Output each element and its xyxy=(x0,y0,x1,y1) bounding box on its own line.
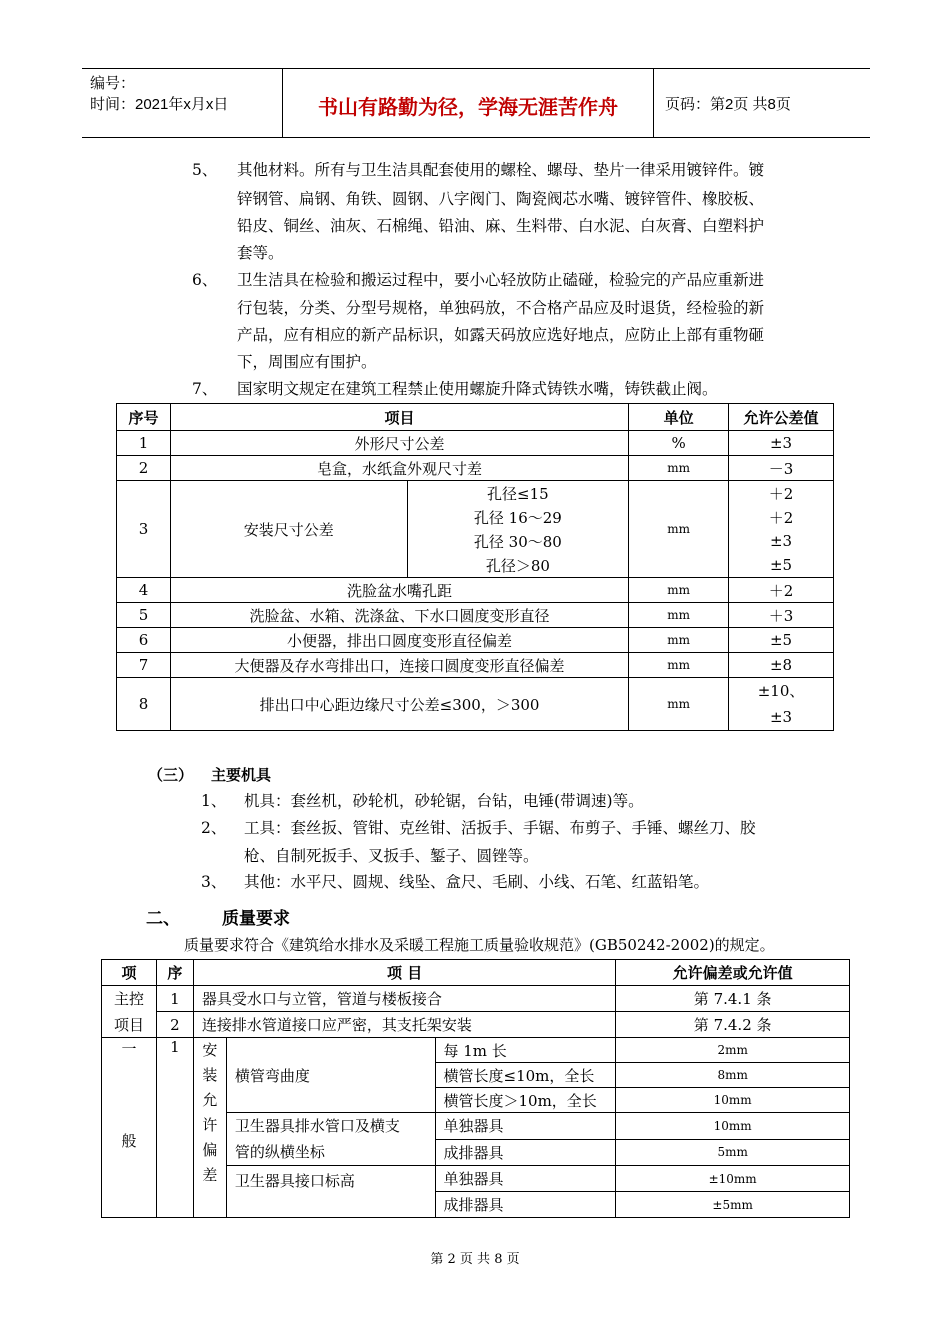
page-header xyxy=(82,68,870,138)
table-row xyxy=(117,653,834,678)
table-header: 允许公差值 xyxy=(729,404,834,431)
group-name: 卫生器具接口标高 xyxy=(226,1166,435,1218)
row-no: 8 xyxy=(117,678,171,731)
list-item-text: 行包装，分类、分型号规格，单独码放，不合格产品应及时退货，经检验的新 xyxy=(237,299,765,317)
row-tolerance: ＋2 xyxy=(729,505,834,529)
category-label: 项目 xyxy=(102,1012,157,1038)
list-item-text: 国家明文规定在建筑工程禁止使用螺旋升降式铸铁水嘴，铸铁截止阀。 xyxy=(237,380,718,398)
table-row xyxy=(117,603,834,628)
row-item: 外形尺寸公差 xyxy=(170,431,628,456)
list-item-text: 下，周围应有围护。 xyxy=(237,353,377,371)
row-condition: 横管长度≤10m，全长 xyxy=(435,1063,616,1088)
list-item-number: 5、 xyxy=(192,161,218,179)
list-item-text: 机具：套丝机，砂轮机，砂轮锯，台钻，电锤(带调速)等。 xyxy=(244,792,644,810)
list-item-number: 7、 xyxy=(192,380,218,398)
section-number: 二、 xyxy=(146,909,180,929)
row-condition: 成排器具 xyxy=(435,1139,616,1166)
row-condition: 成排器具 xyxy=(435,1192,616,1218)
list-item-number: 2、 xyxy=(201,819,227,837)
page-footer: 第 2 页 共 8 页 xyxy=(430,1252,520,1267)
section-number: （三） xyxy=(148,766,194,784)
row-item: 大便器及存水弯排出口，连接口圆度变形直径偏差 xyxy=(170,653,628,678)
row-subitem: 孔径＞80 xyxy=(407,553,629,578)
row-value: 2mm xyxy=(616,1038,850,1063)
table-header: 项目 xyxy=(170,404,628,431)
table-header: 单位 xyxy=(629,404,729,431)
row-no: 5 xyxy=(117,603,171,628)
quality-table xyxy=(101,959,850,1218)
row-no: 7 xyxy=(117,653,171,678)
group-name: 卫生器具排水管口及横支 管的纵横坐标 xyxy=(226,1113,435,1166)
quality-intro: 质量要求符合《建筑给水排水及采暖工程施工质量验收规范》(GB50242-2002)的规定。 xyxy=(184,936,775,954)
time-label: 时间：2021年x月x日 xyxy=(90,96,229,113)
group-name: 横管弯曲度 xyxy=(226,1038,435,1113)
row-condition: 每 1m 长 xyxy=(435,1038,616,1063)
list-item-text: 套等。 xyxy=(237,244,284,262)
row-no: 2 xyxy=(156,1012,193,1038)
row-tolerance: ±5 xyxy=(729,553,834,578)
section-heading: 质量要求 xyxy=(222,909,290,929)
row-value: 10mm xyxy=(616,1113,850,1140)
row-no: 1 xyxy=(117,431,171,456)
table-header: 序号 xyxy=(117,404,171,431)
row-condition: 横管长度＞10m，全长 xyxy=(435,1088,616,1113)
row-no: 1 xyxy=(156,986,193,1012)
row-unit: mm xyxy=(629,481,729,578)
row-tolerance: ＋3 xyxy=(729,603,834,628)
table-row xyxy=(117,431,834,456)
row-unit: % xyxy=(629,431,729,456)
row-tolerance: ±10、 ±3 xyxy=(729,678,834,731)
list-item-text: 卫生洁具在检验和搬运过程中，要小心轻放防止磕碰，检验完的产品应重新进 xyxy=(237,271,765,289)
row-item: 洗脸盆、水箱、洗涤盆、下水口圆度变形直径 xyxy=(170,603,628,628)
row-unit: mm xyxy=(629,628,729,653)
row-unit: mm xyxy=(629,653,729,678)
row-tolerance: ±3 xyxy=(729,529,834,553)
number-label: 编号： xyxy=(90,75,136,92)
list-item-text: 枪、自制死扳手、叉扳手、錾子、圆锉等。 xyxy=(244,847,539,865)
tolerance-table xyxy=(116,403,834,731)
category-label: 主控 xyxy=(102,986,157,1012)
row-condition: 单独器具 xyxy=(435,1166,616,1192)
row-value: ±10mm xyxy=(616,1166,850,1192)
row-no: 3 xyxy=(117,481,171,578)
header-page: 页码：第2页 共8页 xyxy=(665,96,791,113)
row-tolerance: ±5 xyxy=(729,628,834,653)
table-row xyxy=(102,1038,850,1063)
table-row xyxy=(117,628,834,653)
list-item-text: 其他材料。所有与卫生洁具配套使用的螺栓、螺母、垫片一律采用镀锌件。镀 xyxy=(237,161,765,179)
install-label: 安 装 允 许 偏 差 xyxy=(193,1038,226,1218)
row-item: 皂盒，水纸盒外观尺寸差 xyxy=(170,456,628,481)
list-item-text: 铅皮、铜丝、油灰、石棉绳、铅油、麻、生料带、白水泥、白灰膏、白塑料护 xyxy=(237,217,765,235)
category-general: 一 般 xyxy=(102,1038,157,1218)
row-value: ±5mm xyxy=(616,1192,850,1218)
table-header: 项 xyxy=(102,960,157,986)
table-header: 序 xyxy=(156,960,193,986)
list-item-number: 6、 xyxy=(192,271,218,289)
row-unit: mm xyxy=(629,678,729,731)
row-tolerance: ＋2 xyxy=(729,481,834,506)
row-value: 5mm xyxy=(616,1139,850,1166)
table-row xyxy=(117,456,834,481)
list-item-text: 锌钢管、扁钢、角铁、圆钢、八字阀门、陶瓷阀芯水嘴、镀锌管件、橡胶板、 xyxy=(237,190,765,208)
row-no: 4 xyxy=(117,578,171,603)
table-row xyxy=(117,678,834,731)
row-no: 2 xyxy=(117,456,171,481)
row-tolerance: ±8 xyxy=(729,653,834,678)
row-no: 1 xyxy=(156,1038,193,1218)
row-subitem: 孔径 16～29 xyxy=(407,505,629,529)
list-item-text: 产品，应有相应的新产品标识，如露天码放应选好地点，应防止上部有重物砸 xyxy=(237,326,765,344)
section-heading: 主要机具 xyxy=(211,766,272,784)
row-value: 10mm xyxy=(616,1088,850,1113)
row-unit: mm xyxy=(629,578,729,603)
row-no: 6 xyxy=(117,628,171,653)
table-row xyxy=(102,986,850,1012)
row-item: 排出口中心距边缘尺寸公差≤300，＞300 xyxy=(170,678,628,731)
row-item: 洗脸盆水嘴孔距 xyxy=(170,578,628,603)
header-motto: 书山有路勤为径，学海无涯苦作舟 xyxy=(318,95,618,119)
row-condition: 单独器具 xyxy=(435,1113,616,1140)
table-row xyxy=(117,481,834,506)
table-header: 允许偏差或允许值 xyxy=(616,960,850,986)
list-item-text: 其他：水平尺、圆规、线坠、盒尺、毛刷、小线、石笔、红蓝铅笔。 xyxy=(244,873,710,891)
table-row xyxy=(117,578,834,603)
list-item-number: 3、 xyxy=(201,873,227,891)
list-item-number: 1、 xyxy=(201,792,227,810)
row-tolerance: ±3 xyxy=(729,431,834,456)
table-row xyxy=(102,1012,850,1038)
row-item: 安装尺寸公差 xyxy=(170,481,407,578)
header-meta xyxy=(90,73,228,115)
row-value: 第 7.4.1 条 xyxy=(616,986,850,1012)
row-value: 8mm xyxy=(616,1063,850,1088)
row-unit: mm xyxy=(629,456,729,481)
row-item: 器具受水口与立管，管道与楼板接合 xyxy=(193,986,615,1012)
row-item: 小便器，排出口圆度变形直径偏差 xyxy=(170,628,628,653)
row-item: 连接排水管道接口应严密，其支托架安装 xyxy=(193,1012,615,1038)
row-subitem: 孔径 30～80 xyxy=(407,529,629,553)
table-header: 项 目 xyxy=(193,960,615,986)
row-tolerance: －3 xyxy=(729,456,834,481)
row-tolerance: ＋2 xyxy=(729,578,834,603)
row-subitem: 孔径≤15 xyxy=(407,481,629,506)
row-value: 第 7.4.2 条 xyxy=(616,1012,850,1038)
row-unit: mm xyxy=(629,603,729,628)
list-item-text: 工具：套丝扳、管钳、克丝钳、活扳手、手锯、布剪子、手锤、螺丝刀、胶 xyxy=(244,819,756,837)
